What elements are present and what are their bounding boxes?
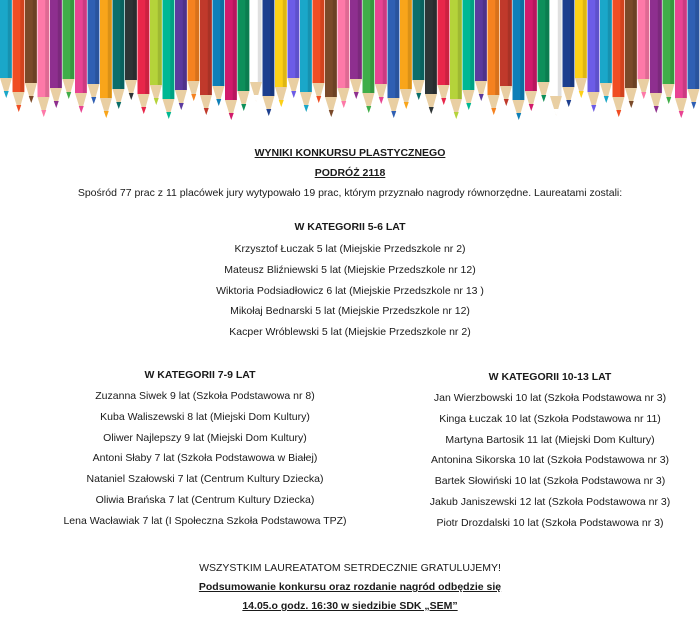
category-7-9-title: W KATEGORII 7-9 LAT [144,369,256,381]
list-item: Mateusz Bliźniewski 5 lat (Miejskie Przedszkole nr 12) [224,263,476,276]
pencil-icon [375,0,387,104]
pencil-icon [25,0,37,103]
list-item: Mikołaj Bednarski 5 lat (Miejskie Przedszkole nr 12) [230,305,470,318]
list-item: Jan Wierzbowski 10 lat (Szkoła Podstawowa nr 3) [433,392,667,404]
pencil-icon [300,0,312,112]
pencil-icon [150,0,162,105]
pencil-icon [663,0,675,104]
list-item: Lena Wacławiak 7 lat (I Społeczna Szkoła Podstawowa TPZ) [63,514,347,527]
category-10-13-list [405,388,695,534]
pencil-icon [450,0,462,119]
pencil-icon [288,0,300,98]
pencil-icon [488,0,500,115]
pencil-icon [63,0,75,99]
pencil-icon [175,0,187,110]
event-datetime: 14.05.o godz. 16:30 w siedzibie SDK „SEM” [242,600,458,612]
contest-subtitle: PODRÓŻ 2118 [314,167,386,179]
list-item: Kuba Waliszewski 8 lat (Miejski Dom Kultury) [100,410,310,423]
category-10-13-title: W KATEGORII 10-13 LAT [488,371,612,383]
category-7-9-list [20,386,390,532]
pencil-icon [250,0,262,102]
list-item: Martyna Bartosik 11 lat (Miejski Dom Kultury) [445,433,655,446]
colored-pencils-banner [0,0,700,135]
list-item: Zuzanna Siwek 9 lat (Szkoła Podstawowa nr 8) [95,390,315,402]
pencil-icon [0,0,12,98]
pencil-icon [38,0,50,117]
pencil-icon [638,0,650,99]
list-item: Kinga Łuczak 10 lat (Szkoła Podstawowa nr 11) [439,412,661,425]
pencil-icon [350,0,362,99]
pencil-icon [13,0,25,112]
pencil-icon [625,0,637,108]
pencil-icon [600,0,612,103]
intro-text: Spośród 77 prac z 11 placówek jury wytypowało 19 prac, którym przyznało nagrody równorzędne. Laureatami zostali: [77,187,623,199]
results-title: WYNIKI KONKURSU PLASTYCZNEGO [254,147,446,159]
list-item: Antonina Sikorska 10 lat (Szkoła Podstawowa nr 3) [430,454,670,467]
pencil-icon [275,0,287,107]
category-5-6-title: W KATEGORII 5-6 LAT [294,221,406,233]
pencil-icon [75,0,87,113]
pencil-icon [138,0,150,114]
pencil-icon [325,0,337,117]
pencil-icon [313,0,325,103]
pencil-icon [563,0,575,107]
pencil-icon [525,0,537,111]
pencil-icon [200,0,212,115]
congratulations-text: WSZYSTKIM LAUREATATOM SETRDECZNIE GRATULUJEMY! [199,562,501,574]
pencil-icon [50,0,62,108]
pencil-icon [538,0,550,102]
list-item: Bartek Słowiński 10 lat (Szkoła Podstawowa nr 3) [434,475,666,488]
pencil-icon [400,0,412,109]
pencil-icon [550,0,562,116]
pencil-icon [163,0,175,119]
pencil-icon [413,0,425,100]
pencil-icon [338,0,350,108]
pencil-icon [500,0,512,106]
pencil-icon [438,0,450,105]
list-item: Oliwia Brańska 7 lat (Centrum Kultury Dziecka) [95,493,315,506]
pencil-icon [263,0,275,116]
pencil-icon [388,0,400,118]
list-item: Oliwer Najlepszy 9 lat (Miejski Dom Kultury) [103,431,307,444]
pencil-icon [675,0,687,118]
pencil-icon [650,0,662,113]
list-item: Antoni Słaby 7 lat (Szkoła Podstawowa w Białej) [92,452,318,465]
pencil-icon [113,0,125,109]
pencil-icon [575,0,587,98]
pencil-icon [513,0,525,120]
pencil-icon [475,0,487,101]
pencil-icon [613,0,625,117]
category-5-6-list [0,239,700,343]
list-item: Nataniel Szałowski 7 lat (Centrum Kultury Dziecka) [86,473,324,486]
pencil-icon [213,0,225,106]
pencil-icon [188,0,200,101]
pencil-icon [125,0,137,100]
pencil-icon [688,0,700,109]
pencil-icon [100,0,112,118]
pencil-icon [588,0,600,112]
pencil-icon [425,0,437,114]
summary-text: Podsumowanie konkursu oraz rozdanie nagród odbędzie się [198,581,502,593]
list-item: Krzysztof Łuczak 5 lat (Miejskie Przedszkole nr 2) [234,243,466,255]
list-item: Piotr Drozdalski 10 lat (Szkoła Podstawowa nr 3) [436,516,664,529]
pencil-icon [225,0,237,120]
list-item: Wiktoria Podsiadłowicz 6 lat (Miejskie Przedszkole nr 13 ) [216,284,484,297]
list-item: Jakub Janiszewski 12 lat (Szkoła Podstawowa nr 3) [429,495,671,508]
pencil-icon [238,0,250,111]
pencil-icon [363,0,375,113]
pencil-icon [88,0,100,104]
pencil-icon [463,0,475,110]
list-item: Kacper Wróblewski 5 lat (Miejskie Przedszkole nr 2) [229,326,471,339]
